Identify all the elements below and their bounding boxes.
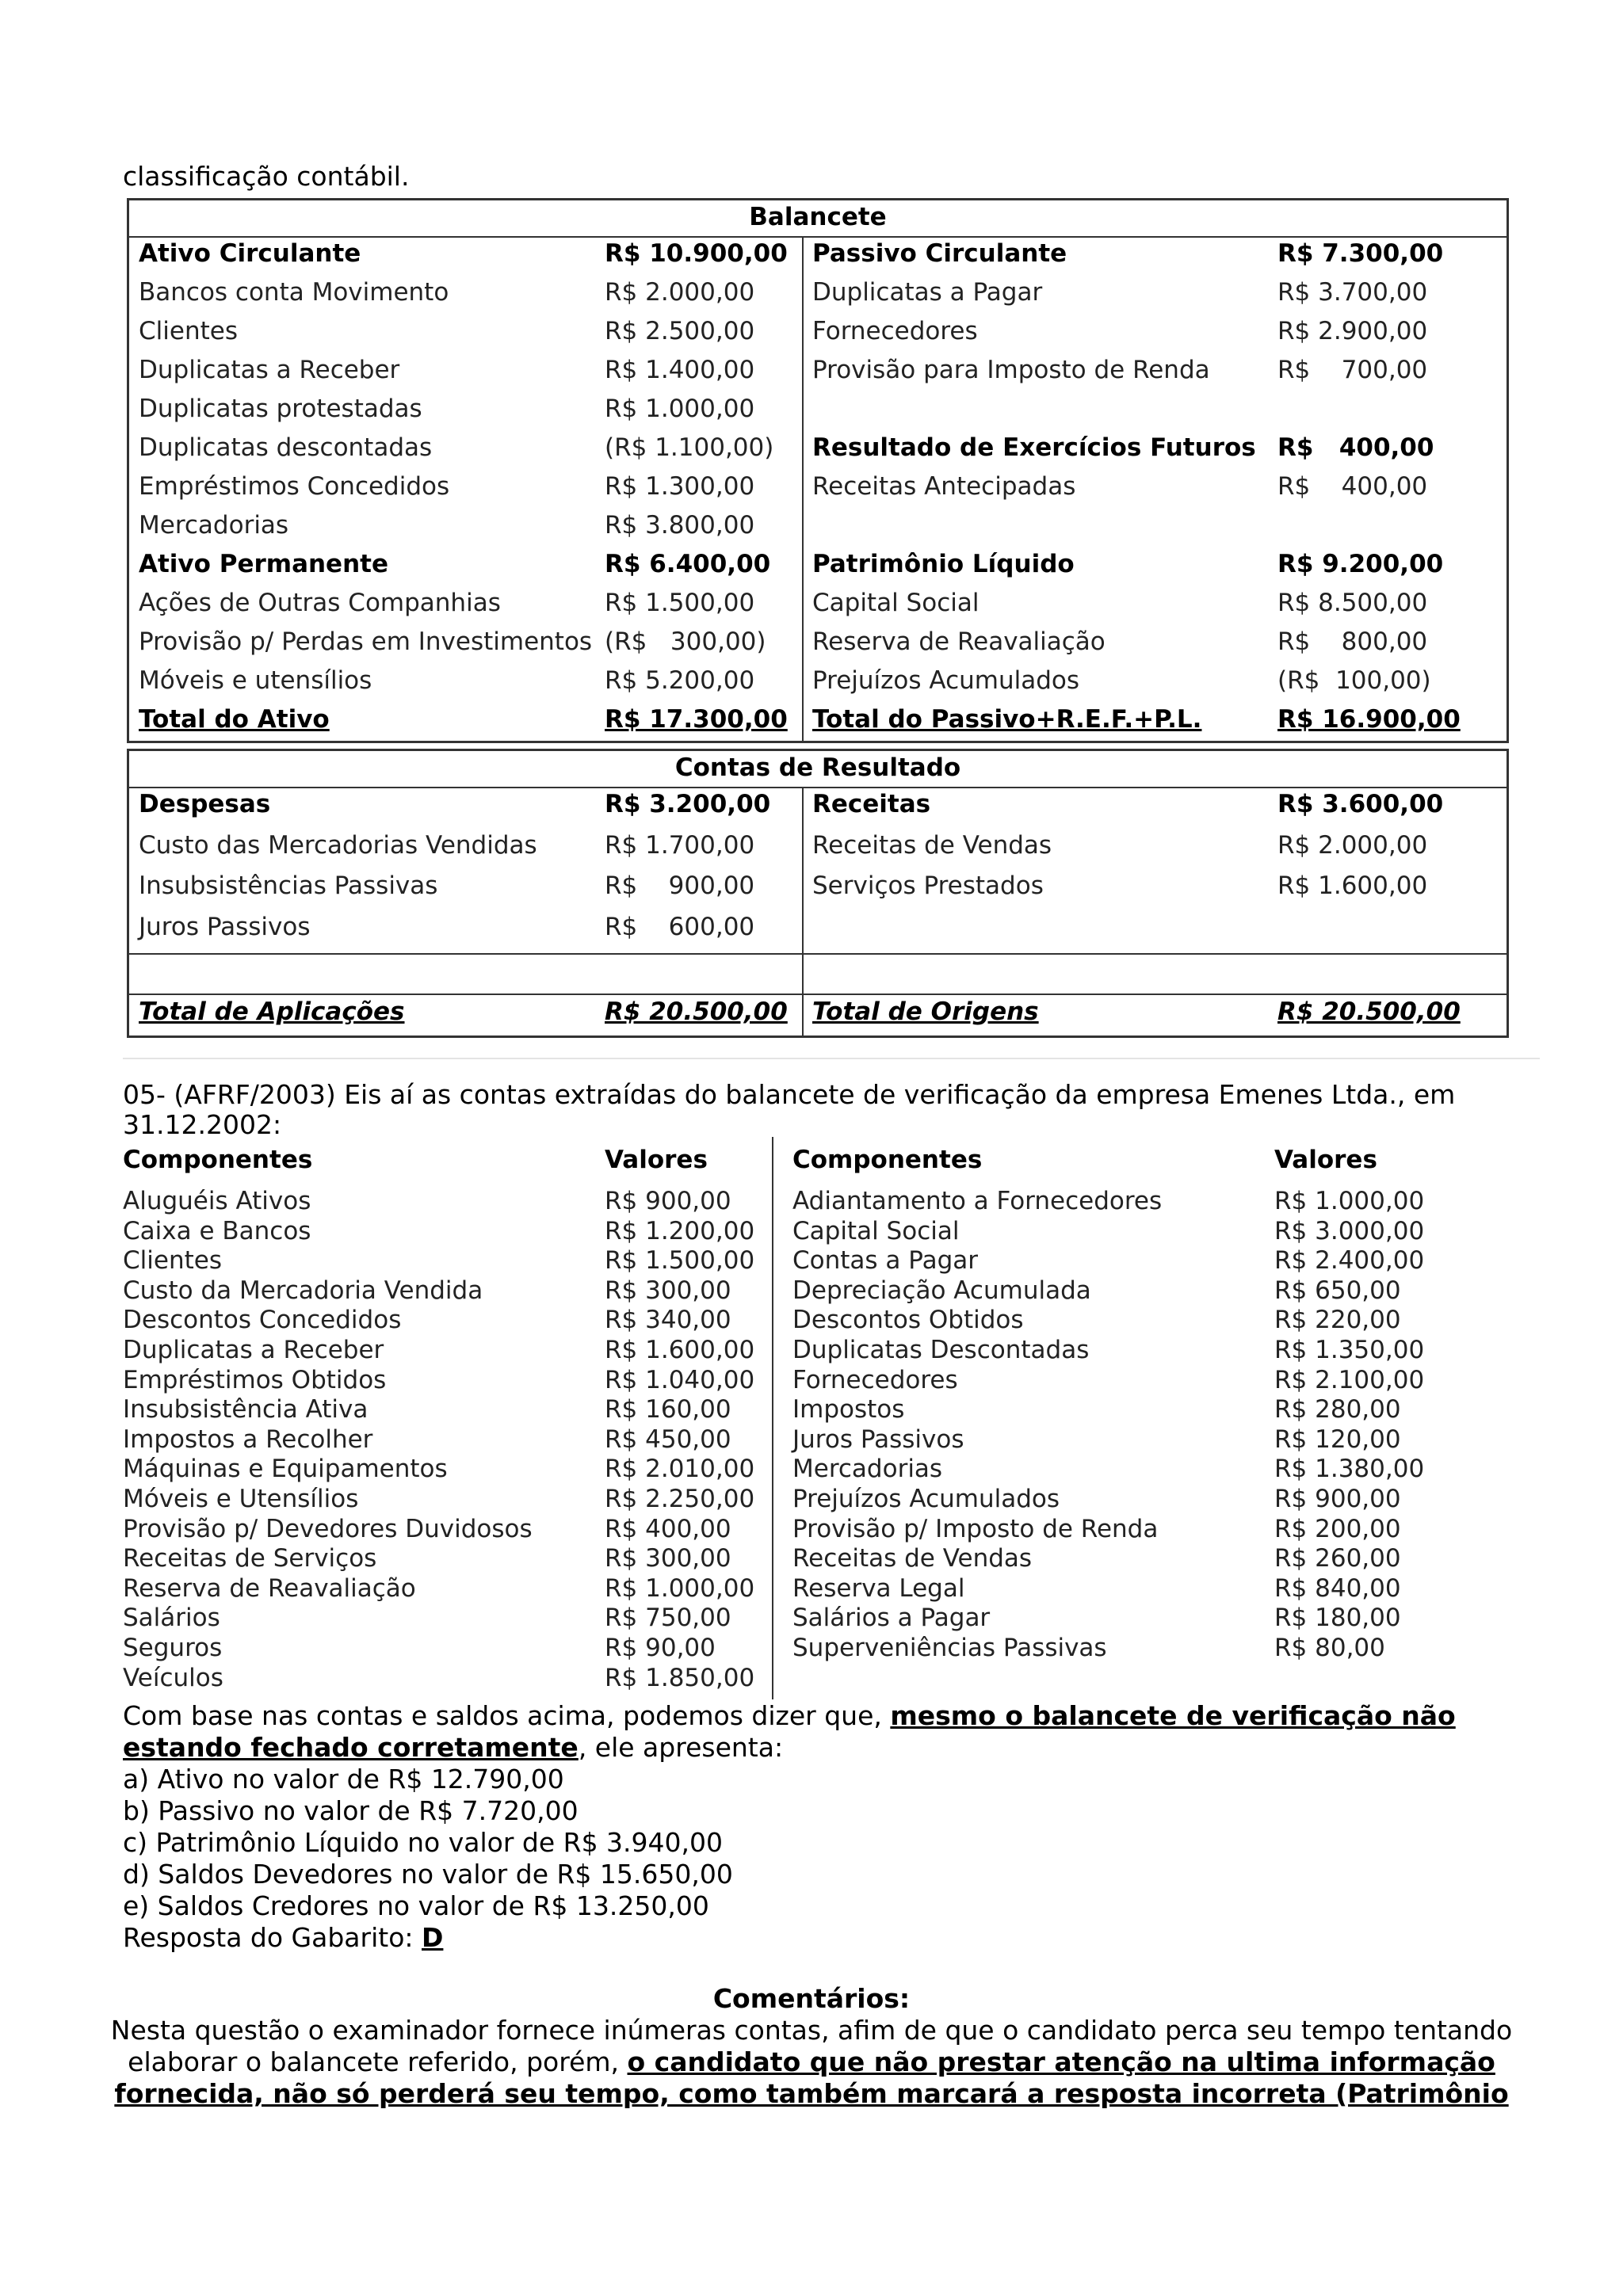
comments-line-3: fornecida, não só perderá seu tempo, como também marcará a resposta incorreta (Patrimônio [114, 2078, 1509, 2109]
header-valores-right: Valores [1274, 1146, 1377, 1174]
componente-value: R$ 1.850,00 [605, 1663, 755, 1692]
balancete-title-divider [127, 236, 1509, 238]
componente-value: R$ 200,00 [1274, 1514, 1401, 1543]
componente-label: Duplicatas Descontadas [792, 1336, 1090, 1364]
row-label: Móveis e utensílios [139, 666, 372, 695]
row-value: R$ 7.300,00 [1277, 239, 1444, 268]
resultado-total-divider [127, 994, 1509, 995]
componente-value: R$ 260,00 [1274, 1544, 1401, 1573]
header-componentes-left: Componentes [123, 1146, 313, 1174]
row-value: R$ 10.900,00 [605, 239, 788, 268]
componente-value: R$ 2.250,00 [605, 1485, 755, 1513]
componente-label: Móveis e Utensílios [123, 1485, 359, 1513]
componente-value: R$ 2.400,00 [1274, 1246, 1425, 1276]
row-value: R$ 1.500,00 [605, 589, 755, 617]
row-value: R$ 8.500,00 [1277, 589, 1428, 617]
componente-value: R$ 2.100,00 [1274, 1365, 1425, 1394]
row-label: Provisão p/ Perdas em Investimentos [139, 627, 593, 656]
total-aplicacoes-label: Total de Aplicações [139, 997, 405, 1026]
componente-label: Aluguéis Ativos [123, 1187, 311, 1215]
componente-label: Duplicatas a Receber [123, 1336, 384, 1364]
row-value: R$ 17.300,00 [605, 705, 788, 734]
componente-value: R$ 1.350,00 [1274, 1336, 1425, 1364]
row-value: (R$ 1.100,00) [605, 433, 774, 462]
row-label: Passivo Circulante [812, 239, 1067, 268]
resultado-blank-divider [127, 953, 1509, 955]
row-label: Provisão para Imposto de Renda [812, 356, 1210, 384]
componente-label: Descontos Obtidos [792, 1306, 1024, 1335]
row-label: Patrimônio Líquido [812, 550, 1075, 578]
row-value: R$ 3.800,00 [605, 511, 755, 540]
componente-label: Adiantamento a Fornecedores [792, 1187, 1163, 1215]
row-value: R$ 900,00 [605, 871, 755, 900]
componente-label: Juros Passivos [792, 1425, 964, 1454]
row-label: Fornecedores [812, 317, 978, 345]
componente-value: R$ 450,00 [605, 1425, 731, 1454]
row-value: R$ 2.000,00 [605, 278, 755, 307]
row-label: Capital Social [812, 589, 980, 617]
componente-label: Descontos Concedidos [123, 1306, 402, 1335]
componente-label: Impostos [792, 1395, 905, 1425]
statement-line-1 [123, 1700, 1456, 1732]
row-label: Total do Ativo [139, 705, 330, 734]
componente-value: R$ 1.380,00 [1274, 1455, 1425, 1484]
header-componentes-right: Componentes [792, 1146, 983, 1174]
row-label: Ativo Circulante [139, 239, 361, 268]
componente-label: Salários [123, 1604, 220, 1633]
comments-line-1: Nesta questão o examinador fornece inúmeras contas, afim de que o candidato perca seu tempo tentando [110, 2015, 1513, 2046]
row-label: Empréstimos Concedidos [139, 472, 450, 501]
componente-value: R$ 340,00 [605, 1306, 731, 1335]
componente-value: R$ 120,00 [1274, 1425, 1401, 1454]
question-line-2: 31.12.2002: [123, 1109, 282, 1140]
row-value: R$ 3.700,00 [1277, 278, 1428, 307]
row-label: Reserva de Reavaliação [812, 627, 1106, 656]
row-value: R$ 600,00 [605, 912, 755, 941]
row-value: R$ 700,00 [1277, 356, 1428, 384]
balancete-title: Balancete [749, 203, 887, 231]
answer-value: D [422, 1922, 444, 1953]
row-label: Serviços Prestados [812, 871, 1044, 900]
option-d: d) Saldos Devedores no valor de R$ 15.650,00 [123, 1859, 733, 1890]
componente-label: Contas a Pagar [792, 1246, 978, 1276]
componente-value: R$ 750,00 [605, 1604, 731, 1633]
row-label: Receitas [812, 790, 931, 818]
componente-value: R$ 650,00 [1274, 1276, 1401, 1305]
row-value: R$ 800,00 [1277, 627, 1428, 656]
question-line-1: 05- (AFRF/2003) Eis aí as contas extraídas do balancete de verificação da empresa Emenes Ltda., em [123, 1079, 1456, 1110]
row-value: R$ 1.000,00 [605, 395, 755, 423]
intro-text: classificação contábil. [123, 161, 410, 192]
componente-value: R$ 220,00 [1274, 1306, 1401, 1335]
resultado-title: Contas de Resultado [674, 753, 961, 782]
row-label: Juros Passivos [139, 912, 311, 941]
componente-value: R$ 1.000,00 [1274, 1187, 1425, 1215]
componente-label: Veículos [123, 1663, 223, 1692]
componente-value: R$ 400,00 [605, 1514, 731, 1543]
componente-label: Capital Social [792, 1216, 960, 1245]
componente-label: Mercadorias [792, 1455, 943, 1484]
componente-value: R$ 1.500,00 [605, 1246, 755, 1276]
componente-value: R$ 90,00 [605, 1634, 716, 1662]
row-value: R$ 2.500,00 [605, 317, 755, 345]
row-label: Custo das Mercadorias Vendidas [139, 830, 537, 860]
componente-value: R$ 1.000,00 [605, 1573, 755, 1603]
row-label: Duplicatas a Receber [139, 356, 400, 384]
statement-pre: Com base nas contas e saldos acima, podemos dizer que, [123, 1700, 891, 1731]
componente-label: Depreciação Acumulada [792, 1276, 1091, 1305]
row-value: (R$ 100,00) [1277, 666, 1431, 695]
total-aplicacoes-value: R$ 20.500,00 [605, 997, 788, 1026]
componente-label: Caixa e Bancos [123, 1216, 311, 1245]
componente-label: Máquinas e Equipamentos [123, 1455, 448, 1484]
row-label: Clientes [139, 317, 238, 345]
componente-value: R$ 2.010,00 [605, 1455, 755, 1484]
componente-value: R$ 840,00 [1274, 1573, 1401, 1603]
comments-line-2-pre: elaborar o balancete referido, porém, [128, 2046, 628, 2077]
statement-bold-1: mesmo o balancete de verificação não [890, 1700, 1456, 1731]
answer-label: Resposta do Gabarito: [123, 1922, 422, 1953]
row-value: R$ 1.400,00 [605, 356, 755, 384]
row-value: R$ 1.600,00 [1277, 871, 1428, 900]
row-label: Receitas Antecipadas [812, 472, 1076, 501]
componente-label: Fornecedores [792, 1365, 958, 1394]
componente-value: R$ 1.040,00 [605, 1365, 755, 1394]
row-value: R$ 16.900,00 [1277, 705, 1461, 734]
option-b: b) Passivo no valor de R$ 7.720,00 [123, 1795, 579, 1826]
row-value: (R$ 300,00) [605, 627, 766, 656]
comments-title: Comentários: [712, 1983, 911, 2014]
componente-label: Impostos a Recolher [123, 1425, 373, 1454]
componente-label: Salários a Pagar [792, 1604, 991, 1633]
total-origens-value: R$ 20.500,00 [1277, 997, 1461, 1026]
componente-value: R$ 3.000,00 [1274, 1216, 1425, 1245]
row-value: R$ 2.000,00 [1277, 830, 1428, 860]
balancete-column-divider [802, 236, 804, 743]
row-label: Mercadorias [139, 511, 289, 540]
componente-label: Seguros [123, 1634, 223, 1662]
option-c: c) Patrimônio Líquido no valor de R$ 3.940,00 [123, 1827, 724, 1858]
componente-value: R$ 160,00 [605, 1395, 731, 1425]
row-value: R$ 400,00 [1277, 433, 1434, 462]
statement-line-2 [123, 1732, 783, 1764]
componente-label: Provisão p/ Imposto de Renda [792, 1514, 1159, 1543]
header-valores-left: Valores [605, 1146, 708, 1174]
componente-label: Insubsistência Ativa [123, 1395, 369, 1425]
row-value: R$ 5.200,00 [605, 666, 755, 695]
option-a: a) Ativo no valor de R$ 12.790,00 [123, 1764, 564, 1794]
componente-value: R$ 180,00 [1274, 1604, 1401, 1633]
componente-label: Receitas de Serviços [123, 1544, 377, 1573]
componente-label: Custo da Mercadoria Vendida [123, 1276, 483, 1305]
row-value: R$ 1.700,00 [605, 830, 755, 860]
componente-value: R$ 900,00 [1274, 1485, 1401, 1513]
resultado-title-divider [127, 787, 1509, 788]
row-label: Duplicatas a Pagar [812, 278, 1043, 307]
statement-bold-2: estando fechado corretamente [123, 1732, 579, 1763]
componente-label: Provisão p/ Devedores Duvidosos [123, 1514, 533, 1543]
comments-line-2 [0, 2046, 1623, 2078]
componente-label: Receitas de Vendas [792, 1544, 1033, 1573]
row-label: Bancos conta Movimento [139, 278, 449, 307]
row-value: R$ 6.400,00 [605, 550, 771, 578]
row-label: Duplicatas descontadas [139, 433, 433, 462]
row-value: R$ 3.200,00 [605, 790, 771, 818]
row-label: Duplicatas protestadas [139, 395, 422, 423]
comments-line-2-bold: o candidato que não prestar atenção na ultima informação [627, 2046, 1495, 2077]
componente-label: Empréstimos Obtidos [123, 1365, 387, 1394]
componente-label: Prejuízos Acumulados [792, 1485, 1060, 1513]
componentes-divider [772, 1137, 773, 1699]
statement-post: , ele apresenta: [578, 1732, 784, 1763]
row-label: Ativo Permanente [139, 550, 388, 578]
componente-value: R$ 1.200,00 [605, 1216, 755, 1245]
componente-value: R$ 300,00 [605, 1544, 731, 1573]
total-origens-label: Total de Origens [812, 997, 1039, 1026]
row-value: R$ 1.300,00 [605, 472, 755, 501]
componente-label: Reserva de Reavaliação [123, 1573, 416, 1603]
componente-value: R$ 280,00 [1274, 1395, 1401, 1425]
row-value: R$ 400,00 [1277, 472, 1428, 501]
row-label: Insubsistências Passivas [139, 871, 438, 900]
resultado-column-divider [802, 787, 804, 1038]
componente-value: R$ 1.600,00 [605, 1336, 755, 1364]
componente-label: Reserva Legal [792, 1573, 965, 1603]
componente-value: R$ 80,00 [1274, 1634, 1385, 1662]
componente-label: Clientes [123, 1246, 222, 1276]
componente-label: Superveniências Passivas [792, 1634, 1107, 1662]
row-value: R$ 3.600,00 [1277, 790, 1444, 818]
answer-line [123, 1922, 443, 1954]
row-label: Resultado de Exercícios Futuros [812, 433, 1256, 462]
row-label: Total do Passivo+R.E.F.+P.L. [812, 705, 1202, 734]
section-separator [123, 1058, 1540, 1059]
row-label: Despesas [139, 790, 271, 818]
componente-value: R$ 900,00 [605, 1187, 731, 1215]
row-label: Receitas de Vendas [812, 830, 1052, 860]
row-label: Prejuízos Acumulados [812, 666, 1080, 695]
option-e: e) Saldos Credores no valor de R$ 13.250,00 [123, 1890, 709, 1921]
row-value: R$ 2.900,00 [1277, 317, 1428, 345]
row-value: R$ 9.200,00 [1277, 550, 1444, 578]
row-label: Ações de Outras Companhias [139, 589, 501, 617]
componente-value: R$ 300,00 [605, 1276, 731, 1305]
